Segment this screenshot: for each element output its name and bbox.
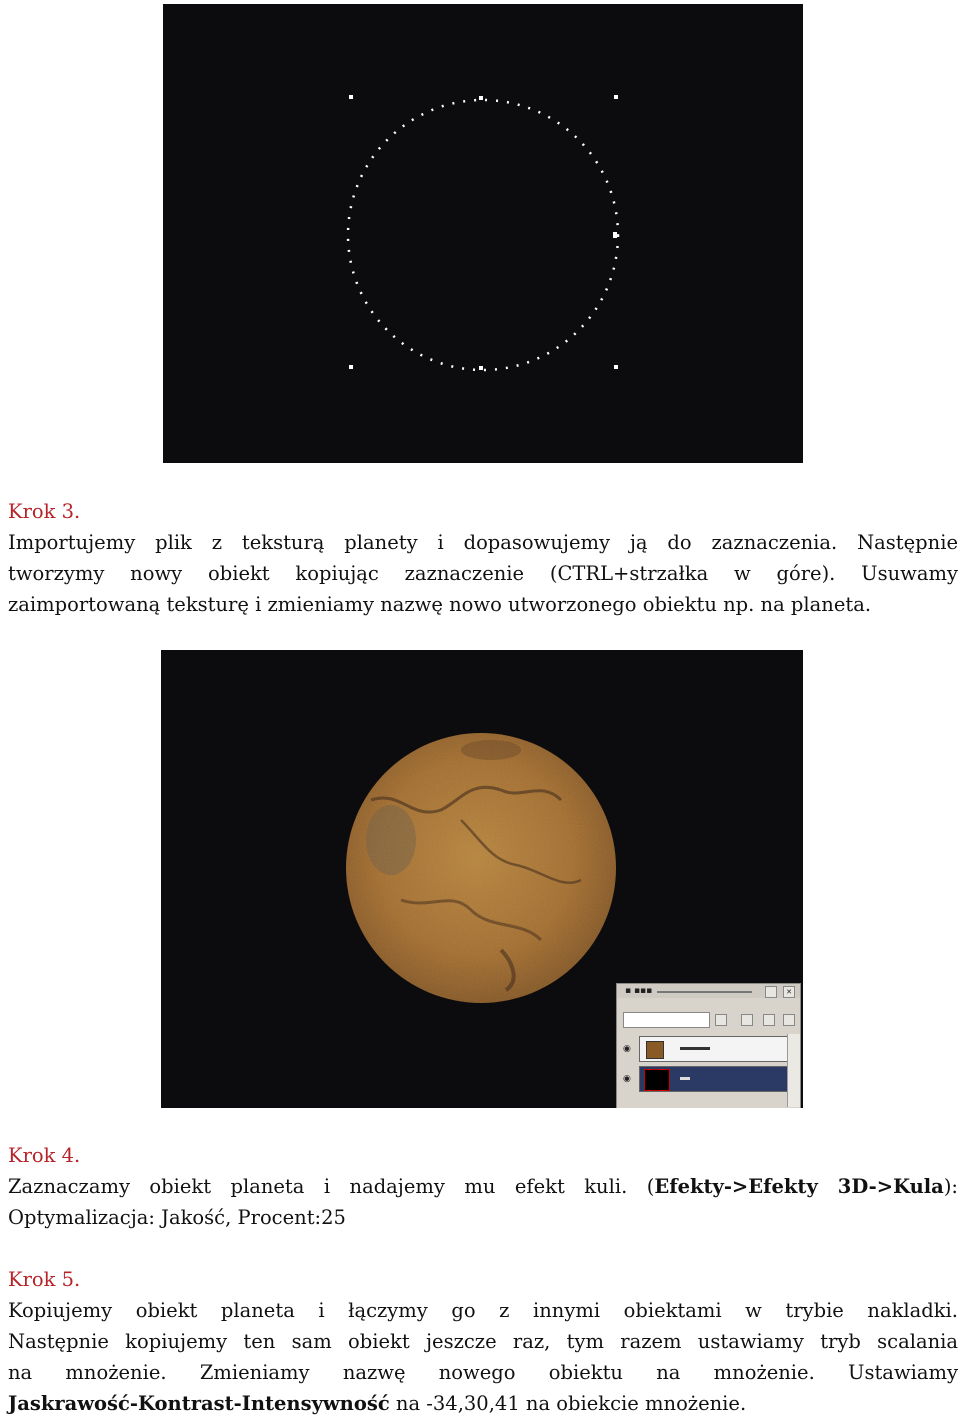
eye-icon[interactable]: ◉ [623, 1044, 631, 1054]
panel-menu-icon[interactable] [783, 1014, 795, 1026]
step-4-heading: Krok 4. [8, 1144, 81, 1167]
step-5-text [8, 1295, 958, 1419]
step-5-effect-name: Jaskrawość-Kontrast-Intensywność [8, 1392, 390, 1415]
step-3-line: tworzymy nowy obiekt kopiując zaznaczenie (CTRL+strzałka w góre). Usuwamy [8, 562, 958, 585]
step-3-text [8, 527, 958, 620]
step-4-line [8, 1171, 958, 1202]
selection-handle [613, 232, 617, 238]
step-5-heading: Krok 5. [8, 1268, 81, 1291]
layer-thumbnail [644, 1069, 670, 1091]
marching-ants-circle [348, 100, 618, 370]
layer-name [680, 1047, 710, 1050]
step-4-line: Optymalizacja: Jakość, Procent:25 [8, 1206, 346, 1229]
selection-handle [479, 366, 483, 370]
selection-handle [349, 95, 353, 99]
step-5-line: na mnożenie. Zmieniamy nazwę nowego obiektu na mnożenie. Ustawiamy [8, 1361, 958, 1384]
step-4-menu-path: Efekty->Efekty 3D->Kula [654, 1175, 944, 1198]
selection-handle [349, 365, 353, 369]
opacity-slider[interactable] [657, 991, 752, 993]
layer-row-background[interactable] [639, 1066, 791, 1092]
minimize-icon[interactable] [765, 986, 777, 998]
step-5-line: Następnie kopiujemy ten sam obiekt jeszcze raz, tym razem ustawiamy tryb scalania [8, 1330, 958, 1353]
layers-panel-titlebar [617, 984, 800, 998]
selection-figure [163, 4, 803, 463]
eye-icon[interactable]: ◉ [623, 1074, 631, 1084]
layer-row-planeta[interactable] [639, 1036, 791, 1062]
layers-scrollbar[interactable] [787, 1034, 800, 1107]
layer-name [680, 1077, 690, 1080]
layer-options-icon[interactable] [741, 1014, 753, 1026]
blend-mode-select[interactable] [623, 1012, 710, 1028]
selection-handle [479, 96, 483, 100]
step-3-line: Importujemy plik z teksturą planety i dopasowujemy ją do zaznaczenia. Następnie [8, 531, 958, 554]
delete-layer-icon[interactable] [763, 1014, 775, 1026]
step-4-text-part: ): [943, 1175, 959, 1198]
planet-figure [161, 650, 803, 1108]
step-4-text [8, 1171, 958, 1233]
step-4-text-part: Zaznaczamy obiekt planeta i nadajemy mu efekt kuli. ( [8, 1175, 655, 1198]
layer-thumbnail [646, 1041, 664, 1059]
step-5-line [8, 1388, 958, 1419]
new-layer-icon[interactable] [715, 1014, 727, 1026]
selection-handle [614, 95, 618, 99]
layers-panel [616, 983, 801, 1108]
selection-handle [614, 365, 618, 369]
circle-selection-graphic [163, 4, 803, 463]
planet-texture [346, 733, 616, 1003]
step-3-heading: Krok 3. [8, 500, 81, 523]
close-icon[interactable]: ✕ [783, 986, 795, 998]
step-3-line: zaimportowaną teksturę i zmieniamy nazwę nowo utworzonego obiektu np. na planeta. [8, 593, 872, 616]
layers-panel-title: ▪ ▪▪▪ [625, 986, 653, 996]
step-5-line: Kopiujemy obiekt planeta i łączymy go z innymi obiektami w trybie nakladki. [8, 1299, 958, 1322]
step-5-text-part: na -34,30,41 na obiekcie mnożenie. [389, 1392, 747, 1415]
